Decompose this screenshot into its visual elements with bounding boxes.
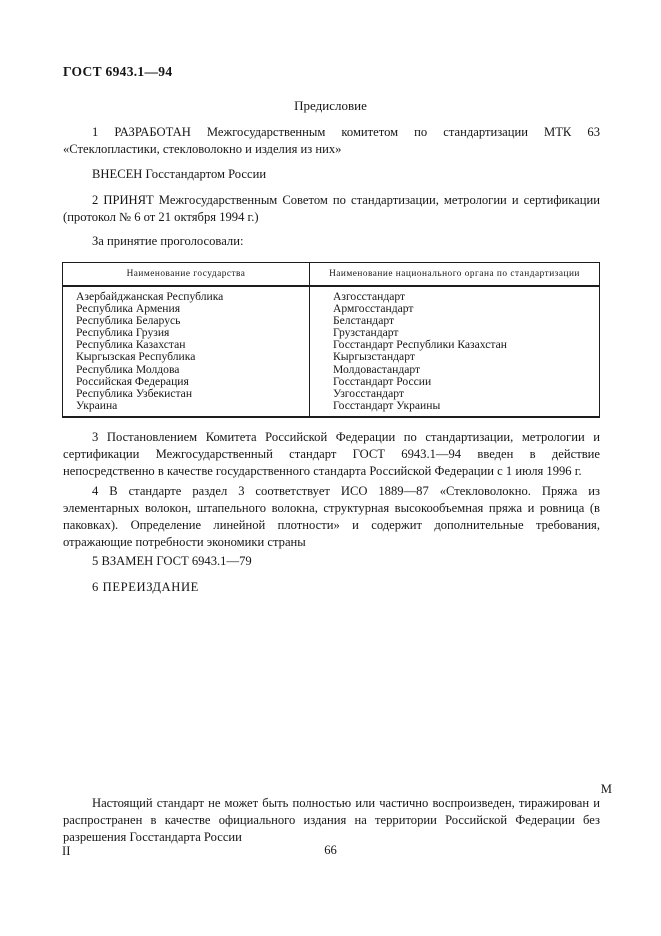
- state-name-cell: Российская Федерация: [63, 376, 310, 388]
- vote-table-header-row: [63, 263, 600, 287]
- paragraph-reissue: 6 ПЕРЕИЗДАНИЕ: [92, 580, 199, 594]
- standards-body-cell: Кыргызстандарт: [333, 350, 415, 364]
- copyright-notice: Настоящий стандарт не может быть полностью или частично воспроизведен, тиражирован и распространен в качестве официального издания на территории Российской Федерации без разрешения Госстандарта России: [63, 796, 600, 844]
- vote-table-row: [63, 286, 600, 303]
- vote-table-header-body: Наименование национального органа по стандартизации: [310, 263, 600, 287]
- vote-table-row: [63, 400, 600, 417]
- vote-table-header: [63, 263, 600, 287]
- state-name-cell: Республика Узбекистан: [63, 388, 310, 400]
- standards-body-cell: Госстандарт России: [333, 374, 432, 388]
- paragraph-replaces: 5 ВЗАМЕН ГОСТ 6943.1—79: [92, 554, 252, 568]
- vote-table-row: [63, 364, 600, 376]
- standards-body-cell: Грузстандарт: [333, 326, 399, 340]
- paragraph-submitted: ВНЕСЕН Госстандартом России: [92, 167, 267, 181]
- vote-table-row: [63, 388, 600, 400]
- state-name-cell: Республика Казахстан: [63, 339, 310, 351]
- standards-body-cell: Узгосстандарт: [333, 386, 404, 400]
- section-title: Предисловие: [294, 98, 367, 113]
- standards-body-cell: Госстандарт Республики Казахстан: [333, 338, 507, 352]
- page-roman-numeral: II: [62, 844, 71, 858]
- state-name-cell: Кыргызская Республика: [63, 351, 310, 363]
- vote-table-row: [63, 376, 600, 388]
- vote-table-header-state: Наименование государства: [63, 263, 310, 287]
- vote-table-row: [63, 351, 600, 363]
- state-name-cell: Азербайджанская Республика: [63, 286, 310, 303]
- corner-mark: М: [600, 782, 612, 796]
- standards-body-cell: Молдовастандарт: [333, 362, 421, 376]
- paragraph-adopted: 2 ПРИНЯТ Межгосударственным Советом по стандартизации, метрологии и сертификации (протокол № 6 от 21 октября 1994 г.): [63, 193, 600, 224]
- state-name-cell: Республика Грузия: [63, 327, 310, 339]
- vote-table: [62, 262, 600, 418]
- vote-table-body: [63, 286, 600, 417]
- standards-body-cell: Азгосстандарт: [333, 290, 406, 303]
- paragraph-decree: 3 Постановлением Комитета Российской Федерации по стандартизации, метрологии и сертификации Межгосударственный стандарт ГОСТ 6943.1—94 введен в действие непосредственно в качестве государственного стандарта Российской Федерации с 1 июля 1996 г.: [63, 430, 600, 478]
- state-name-cell: Украина: [63, 400, 310, 417]
- state-name-cell: Республика Беларусь: [63, 315, 310, 327]
- doc-code: ГОСТ 6943.1—94: [63, 64, 173, 79]
- page-number: 66: [324, 843, 337, 857]
- state-name-cell: Республика Армения: [63, 303, 310, 315]
- paragraph-developed: 1 РАЗРАБОТАН Межгосударственным комитетом по стандартизации МТК 63 «Стеклопластики, стекловолокно и изделия из них»: [63, 125, 600, 156]
- paragraph-iso-conformity: 4 В стандарте раздел 3 соответствует ИСО 1889—87 «Стекловолокно. Пряжа из элементарных волокон, штапельного волокна, структурная высокообъемная пряжа и ровница (в паковках). Определение линейной плотности» и содержит дополнительные требования, отражающие потребности экономики страны: [63, 484, 600, 549]
- standards-body-cell: Госстандарт Украины: [333, 398, 441, 412]
- state-name-cell: Республика Молдова: [63, 364, 310, 376]
- standards-body-cell: Армгосстандарт: [333, 302, 414, 316]
- standards-body-cell: Белстандарт: [333, 314, 395, 328]
- paragraph-voted-intro: За принятие проголосовали:: [92, 234, 244, 248]
